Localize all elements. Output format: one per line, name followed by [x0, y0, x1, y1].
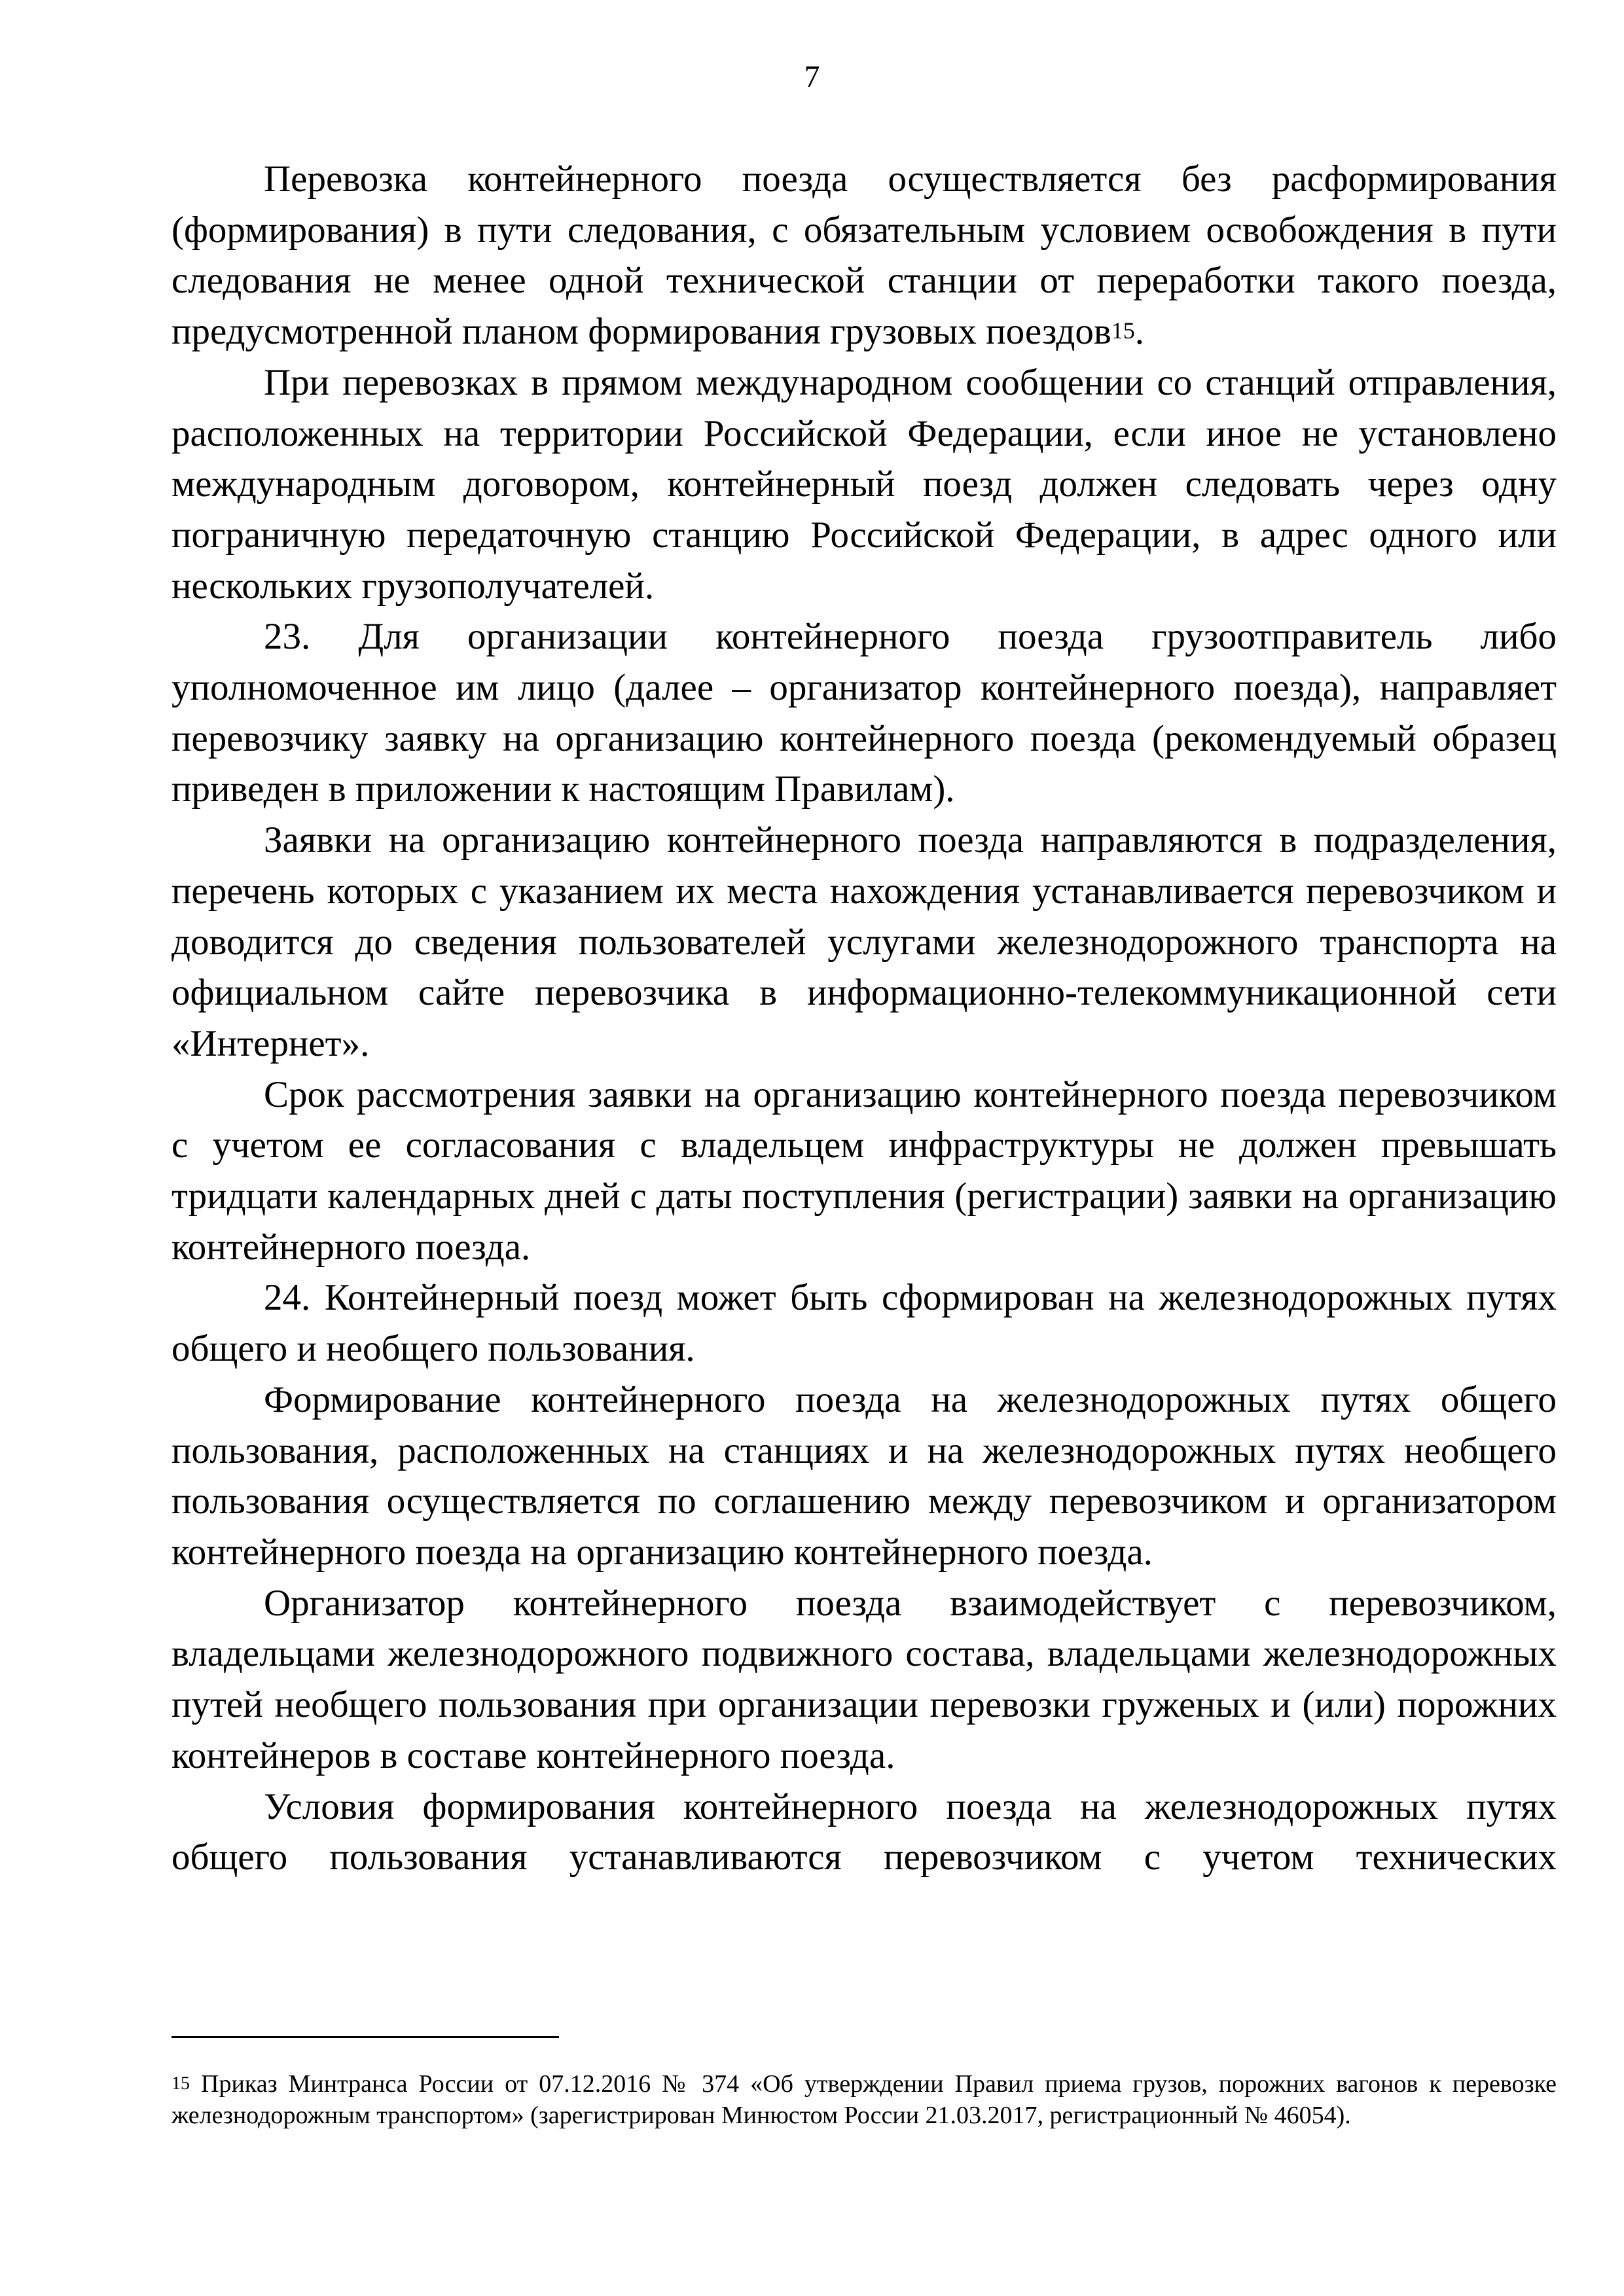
paragraph: Срок рассмотрения заявки на организацию контейнерного поезда перевозчиком с учетом ее согласования с владельцем инфраструктуры не должен превышать тридцати календарных дней с даты поступления (регистрации) заявки на организацию контейнерного поезда.	[171, 1073, 1557, 1268]
paragraph-tail: .	[1134, 311, 1145, 353]
footnote-number: 15	[171, 2073, 190, 2094]
footnote-text: Приказ Минтранса России от 07.12.2016 № 374 «Об утверждении Правил приема грузов, порожних вагонов к перевозке железнодорожным транспортом» (зарегистрирован Минюстом России 21.03.2017, регистрационный № 46054).	[171, 2070, 1557, 2129]
paragraph: При перевозках в прямом международном сообщении со станций отправления, расположенных на территории Российской Федерации, если иное не установлено международным договором, контейнерный поезд должен следовать через одну пограничную передаточную станцию Российской Федерации, в адрес одного или нескольких грузополучателей.	[171, 361, 1557, 607]
footnote-separator	[171, 2036, 559, 2038]
paragraph: Формирование контейнерного поезда на железнодорожных путях общего пользования, расположенных на станциях и на железнодорожных путях необщего пользования осуществляется по соглашению между перевозчиком и организатором контейнерного поезда на организацию контейнерного поезда.	[171, 1378, 1557, 1573]
paragraph: 23. Для организации контейнерного поезда грузоотправитель либо уполномоченное им лицо (далее – организатор контейнерного поезда), направляет перевозчику заявку на организацию контейнерного поезда (рекомендуемый образец приведен в приложении к настоящим Правилам).	[171, 616, 1557, 810]
footnote-reference: 15	[1111, 317, 1135, 344]
paragraph: Условия формирования контейнерного поезда на железнодорожных путях общего пользования устанавливаются перевозчиком с учетом технических	[171, 1785, 1557, 1878]
paragraph: Организатор контейнерного поезда взаимодействует с перевозчиком, владельцами железнодорожного подвижного состава, владельцами железнодорожных путей необщего пользования при организации перевозки груженых и (или) порожних контейнеров в составе контейнерного поезда.	[171, 1582, 1557, 1776]
paragraph	[171, 154, 1557, 357]
document-body	[171, 154, 1557, 1883]
page-number: 7	[804, 60, 820, 94]
paragraph: 24. Контейнерный поезд может быть сформирован на железнодорожных путях общего и необщего пользования.	[171, 1277, 1557, 1370]
paragraph: Заявки на организацию контейнерного поезда направляются в подразделения, перечень которых с указанием их места нахождения устанавливается перевозчиком и доводится до сведения пользователей услугами железнодорожного транспорта на официальном сайте перевозчика в информационно-телекоммуникационной сети «Интернет».	[171, 819, 1557, 1064]
paragraph-text: Перевозка контейнерного поезда осуществляется без расформирования (формирования) в пути следования, с обязательным условием освобождения в пути следования не менее одной технической станции от переработки такого поезда, предусмотренной планом формирования грузовых поездов	[171, 158, 1557, 353]
footnote	[171, 2068, 1557, 2131]
